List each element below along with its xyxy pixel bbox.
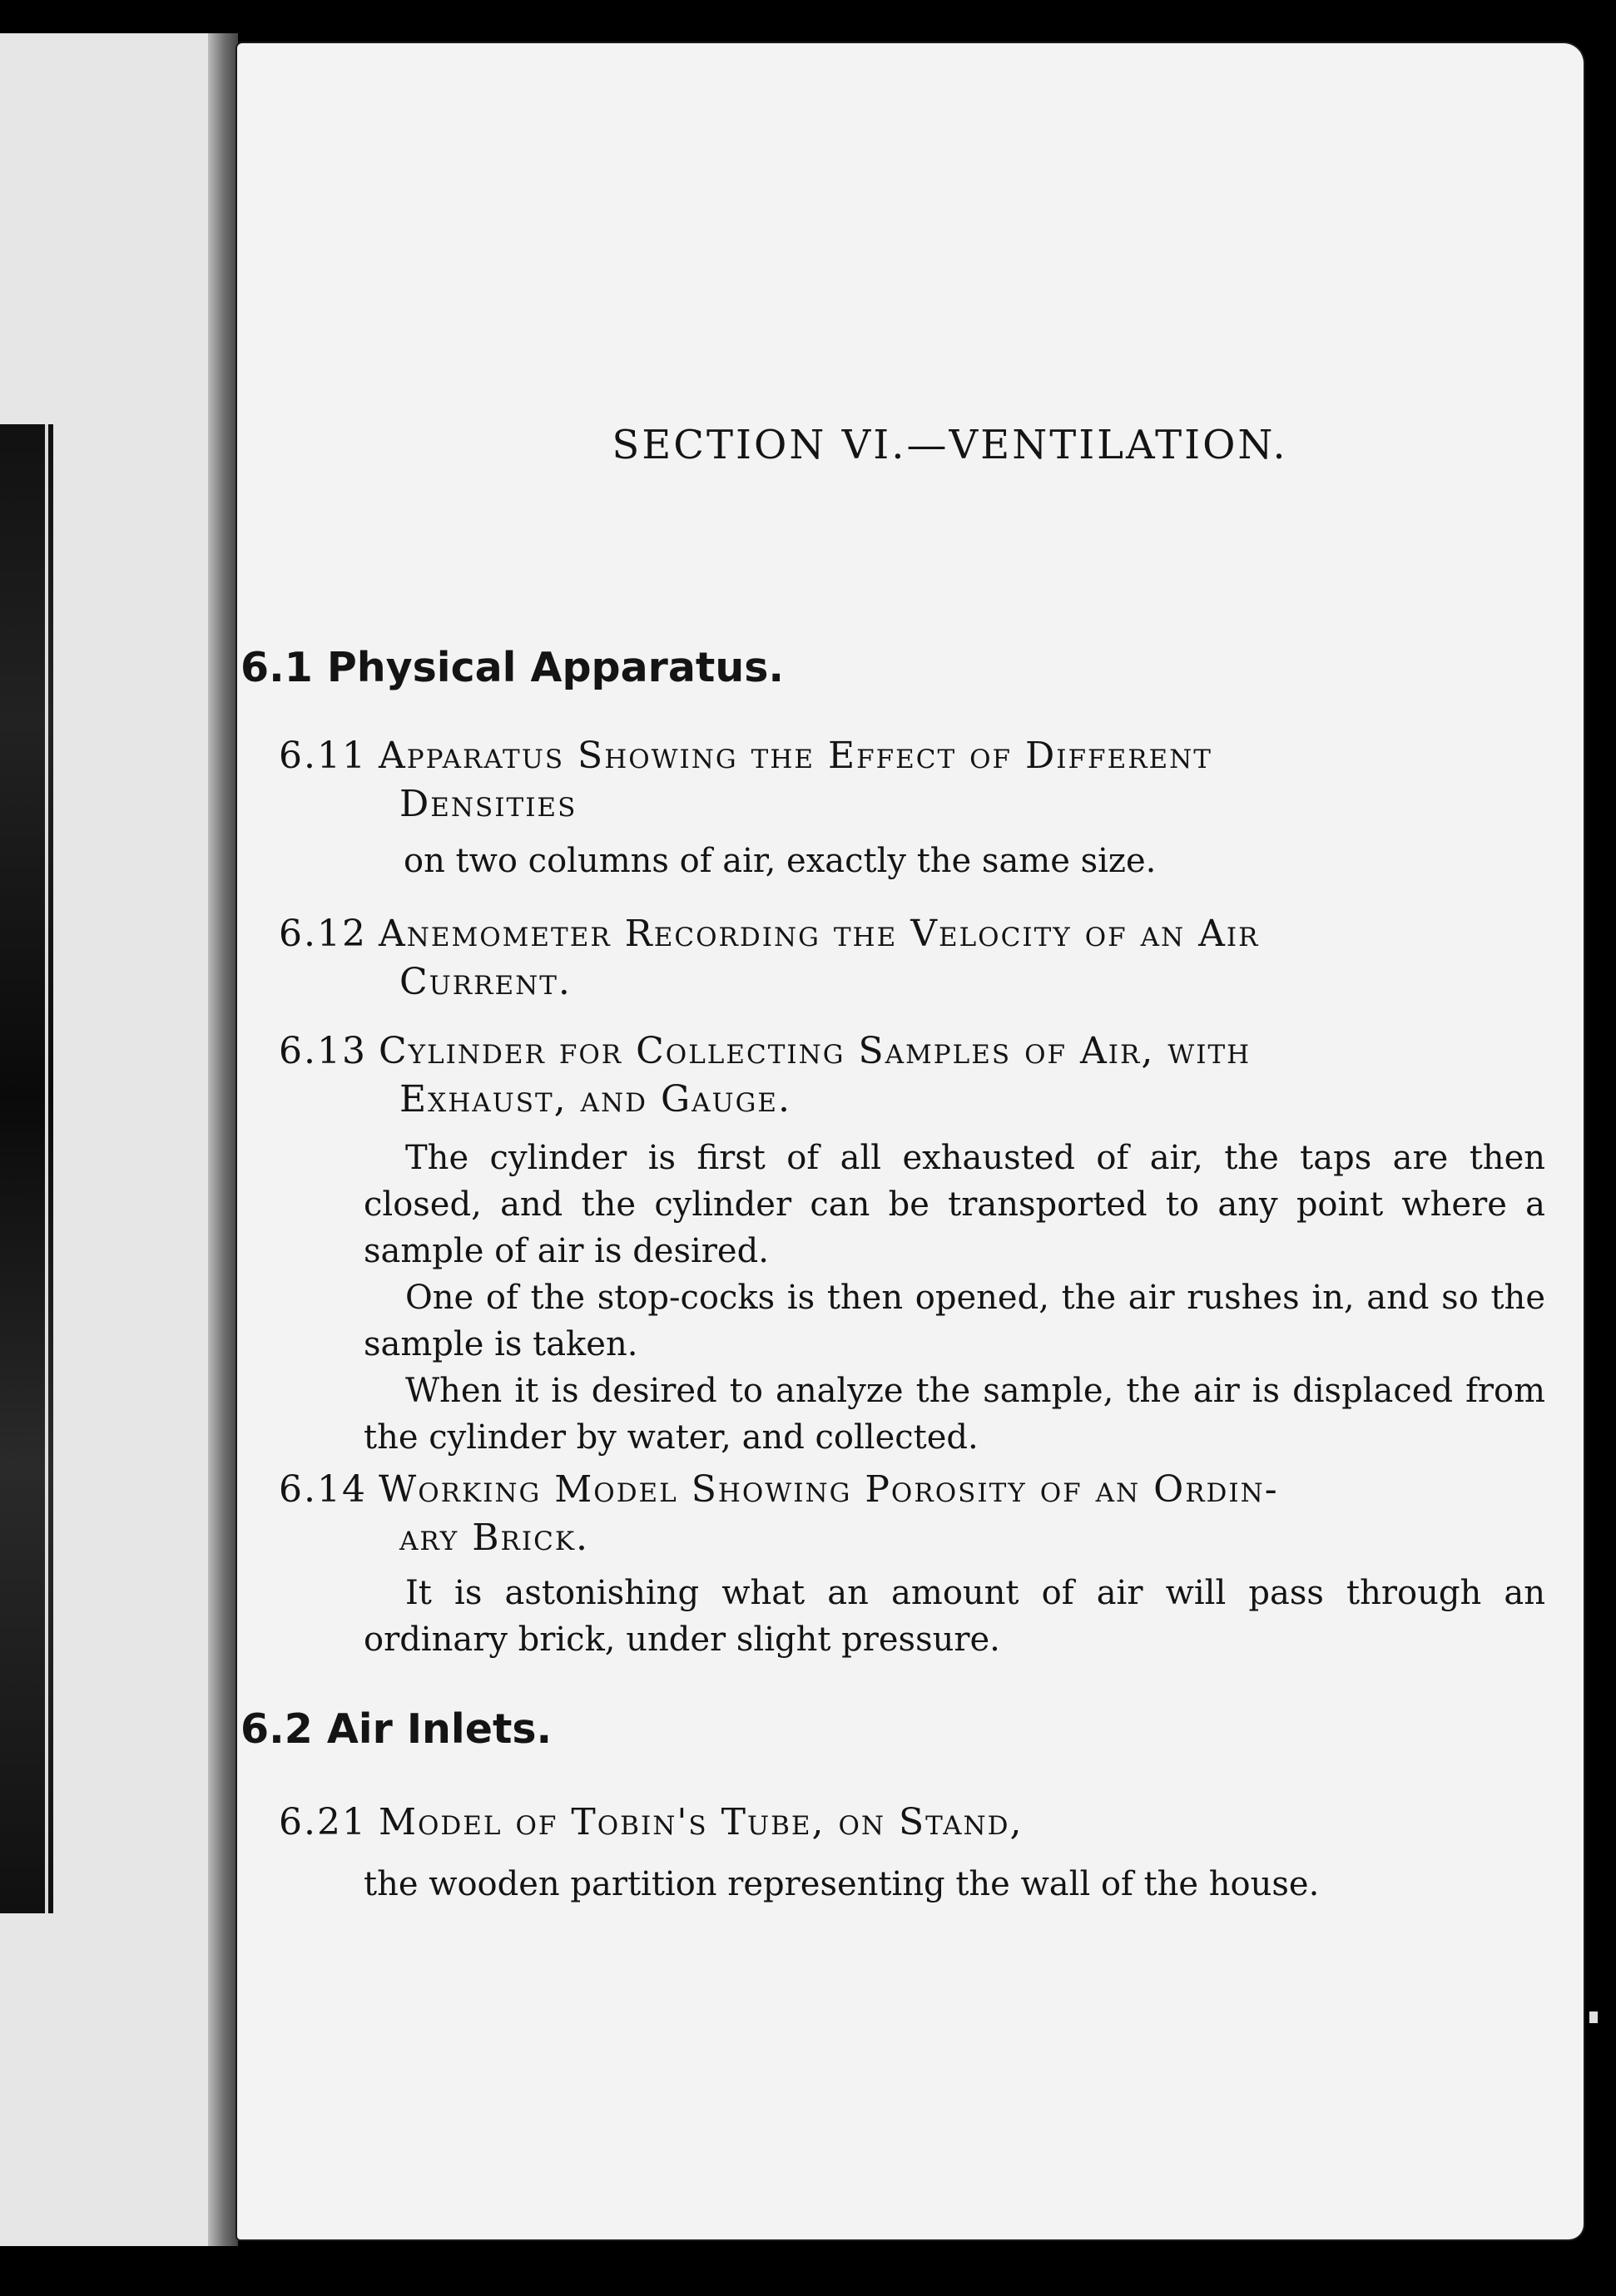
facing-page (0, 33, 223, 2246)
item-title-line1: Working Model Showing Porosity of an Ordin- (378, 1468, 1279, 1511)
subsection-number: 6.1 (240, 644, 313, 691)
item-code: 6.12 (279, 913, 367, 955)
item-code: 6.21 (279, 1801, 367, 1843)
page-content (237, 43, 1584, 2239)
item-6-14-description (364, 1570, 1545, 1663)
item-6-11-title (279, 732, 1560, 829)
subsection-title: Air Inlets. (326, 1705, 553, 1753)
document-page (237, 43, 1584, 2239)
item-title-line2: ary Brick. (399, 1517, 590, 1559)
description-paragraph: The cylinder is first of all exhausted of air, the taps are then closed, and the cylinder can be transported to any point where a sample of air is desired. (364, 1139, 1545, 1270)
facing-page-photo (0, 424, 53, 1913)
item-code: 6.14 (279, 1468, 367, 1511)
description-paragraph: One of the stop-cocks is then opened, the air rushes in, and so the sample is taken. (364, 1279, 1545, 1363)
item-6-13-description (364, 1135, 1545, 1461)
subsection-heading-6-1 (240, 644, 784, 691)
item-6-21-description (364, 1861, 1545, 1908)
item-title-line1: Apparatus Showing the Effect of Different (378, 735, 1212, 777)
description-paragraph: the wooden partition representing the wall of the house. (364, 1865, 1320, 1903)
subsection-title: Physical Apparatus. (326, 644, 784, 691)
item-6-21-title (279, 1799, 1560, 1847)
item-title-line2: Densities (399, 783, 577, 825)
scan-speck (1589, 2011, 1598, 2023)
section-title: SECTION VI.—VENTILATION. (612, 422, 1288, 468)
item-title-line2: Current. (399, 961, 572, 1003)
description-paragraph: When it is desired to analyze the sample, the air is displaced from the cylinder by water, and collected. (364, 1372, 1545, 1457)
book-gutter (208, 33, 238, 2246)
subsection-heading-6-2 (240, 1705, 552, 1753)
item-title-line2: Exhaust, and Gauge. (399, 1078, 792, 1121)
item-6-13-title (279, 1027, 1560, 1124)
item-6-14-title (279, 1466, 1560, 1562)
item-6-11-description: on two columns of air, exactly the same size. (404, 842, 1157, 880)
item-code: 6.13 (279, 1030, 367, 1072)
item-title-line1: Cylinder for Collecting Samples of Air, with (378, 1030, 1252, 1072)
item-code: 6.11 (279, 735, 367, 777)
subsection-number: 6.2 (240, 1705, 313, 1753)
item-6-12-title (279, 910, 1560, 1007)
item-title-line1: Anemometer Recording the Velocity of an Air (378, 913, 1260, 955)
item-title-line1: Model of Tobin's Tube, on Stand, (378, 1801, 1024, 1843)
description-paragraph: It is astonishing what an amount of air will pass through an ordinary brick, under slight pressure. (364, 1574, 1545, 1659)
